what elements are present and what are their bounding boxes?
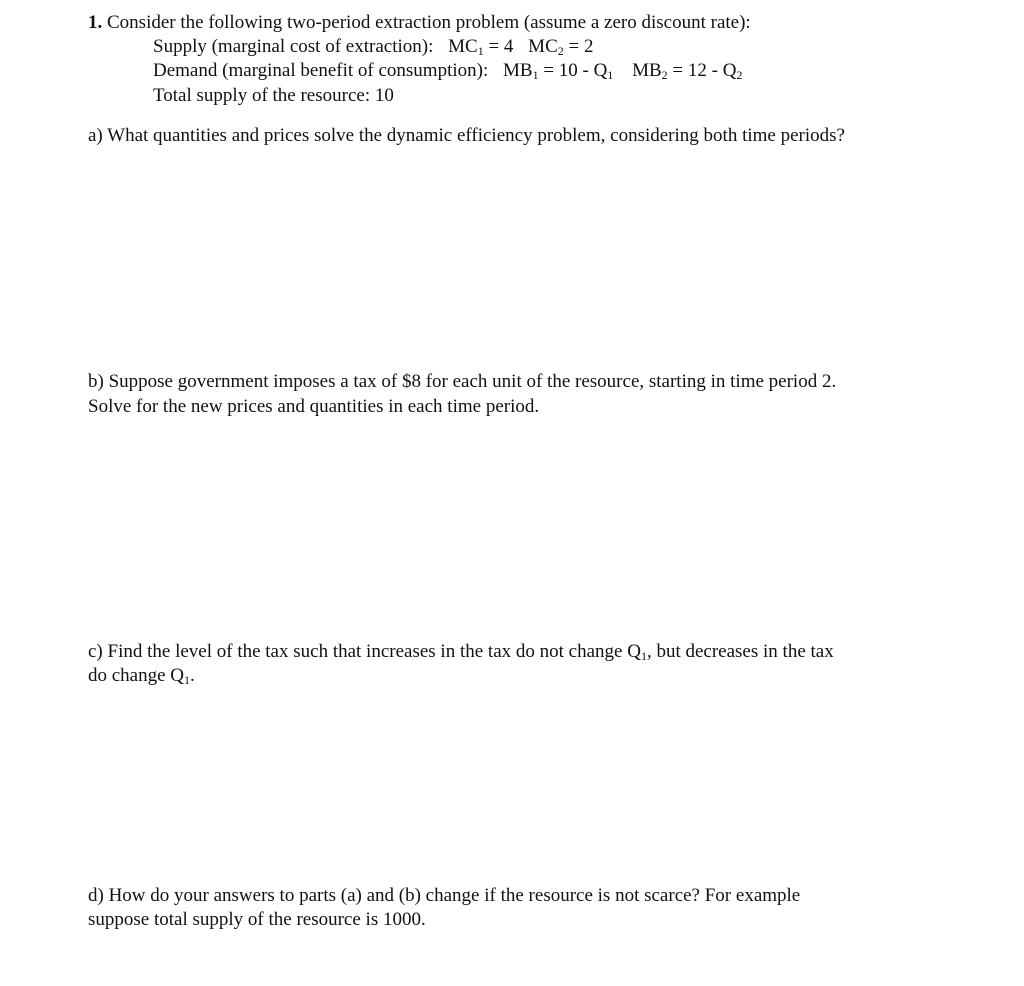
mc1-expression: $MC_1 = 4$	[448, 36, 514, 58]
demand-line	[153, 59, 742, 87]
total-supply-line: Total supply of the resource: 10	[153, 85, 394, 106]
part-d-line-1: d) How do your answers to parts (a) and (b) change if the resource is not scarce? For example	[88, 885, 801, 906]
part-b-line-2: Solve for the new prices and quantities in each time period.	[88, 396, 540, 417]
demand-label: Demand (marginal benefit of consumption):	[153, 60, 489, 81]
part-a: a) What quantities and prices solve the dynamic efficiency problem, considering both time periods?	[88, 125, 845, 146]
mc2-expression: $MC_2 = 2$	[528, 36, 594, 58]
part-c-line-2: do change $Q_1$.	[88, 665, 195, 687]
part-d-line-2: suppose total supply of the resource is 1000.	[88, 909, 426, 930]
mb2-expression: $MB_2 = 12 - Q_2$	[632, 60, 743, 82]
part-c-line-1: c) Find the level of the tax such that increases in the tax do not change $Q_1$, but decreases in the tax	[88, 641, 834, 663]
question-intro-text: Consider the following two-period extraction problem (assume a zero discount rate):	[107, 12, 751, 33]
mb1-expression: $MB_1 = 10 - Q_1$	[502, 60, 614, 82]
question-number: 1.	[88, 12, 103, 33]
part-b-line-1: b) Suppose government imposes a tax of $8 for each unit of the resource, starting in time period 2.	[88, 371, 837, 392]
question-intro	[88, 11, 751, 35]
supply-label: Supply (marginal cost of extraction):	[153, 36, 434, 57]
